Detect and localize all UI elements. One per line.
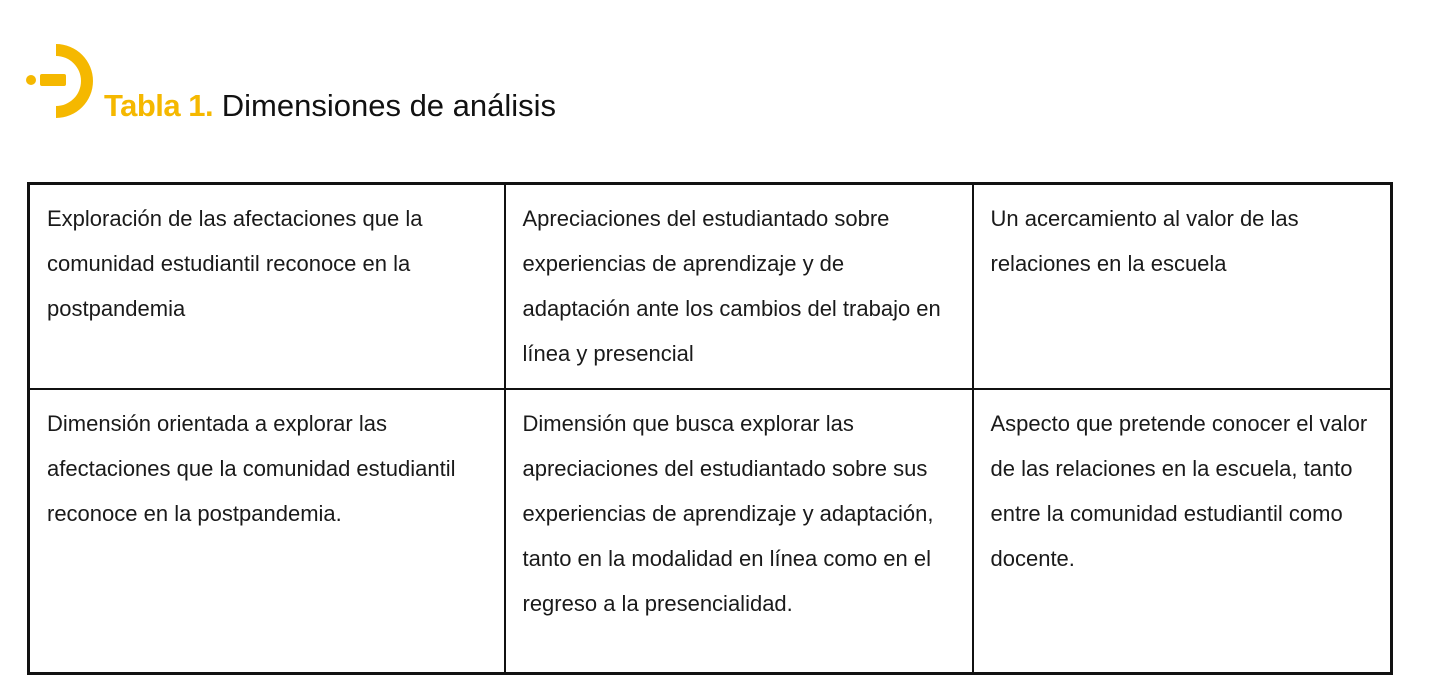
table-cell: Un acercamiento al valor de las relaciones en la escuela (973, 184, 1392, 390)
table-title-text: Dimensiones de análisis (221, 88, 557, 123)
table-cell: Dimensión que busca explorar las apreciaciones del estudiantado sobre sus experiencias de aprendizaje y adaptación, tanto en la modalidad en línea como en el regreso a la presencialidad. (505, 389, 973, 674)
table-row (29, 389, 1392, 674)
table-cell: Apreciaciones del estudiantado sobre experiencias de aprendizaje y de adaptación ante los cambios del trabajo en línea y presencial (505, 184, 973, 390)
table-cell: Exploración de las afectaciones que la comunidad estudiantil reconoce en la postpandemia (29, 184, 505, 390)
logo-icon (24, 40, 98, 122)
table-cell: Aspecto que pretende conocer el valor de las relaciones en la escuela, tanto entre la comunidad estudiantil como docente. (973, 389, 1392, 674)
table-number-label: Tabla 1. (104, 88, 214, 123)
dimensions-table (27, 182, 1393, 675)
table-title (104, 84, 556, 128)
table-row (29, 184, 1392, 390)
table-cell: Dimensión orientada a explorar las afectaciones que la comunidad estudiantil reconoce en la postpandemia. (29, 389, 505, 674)
